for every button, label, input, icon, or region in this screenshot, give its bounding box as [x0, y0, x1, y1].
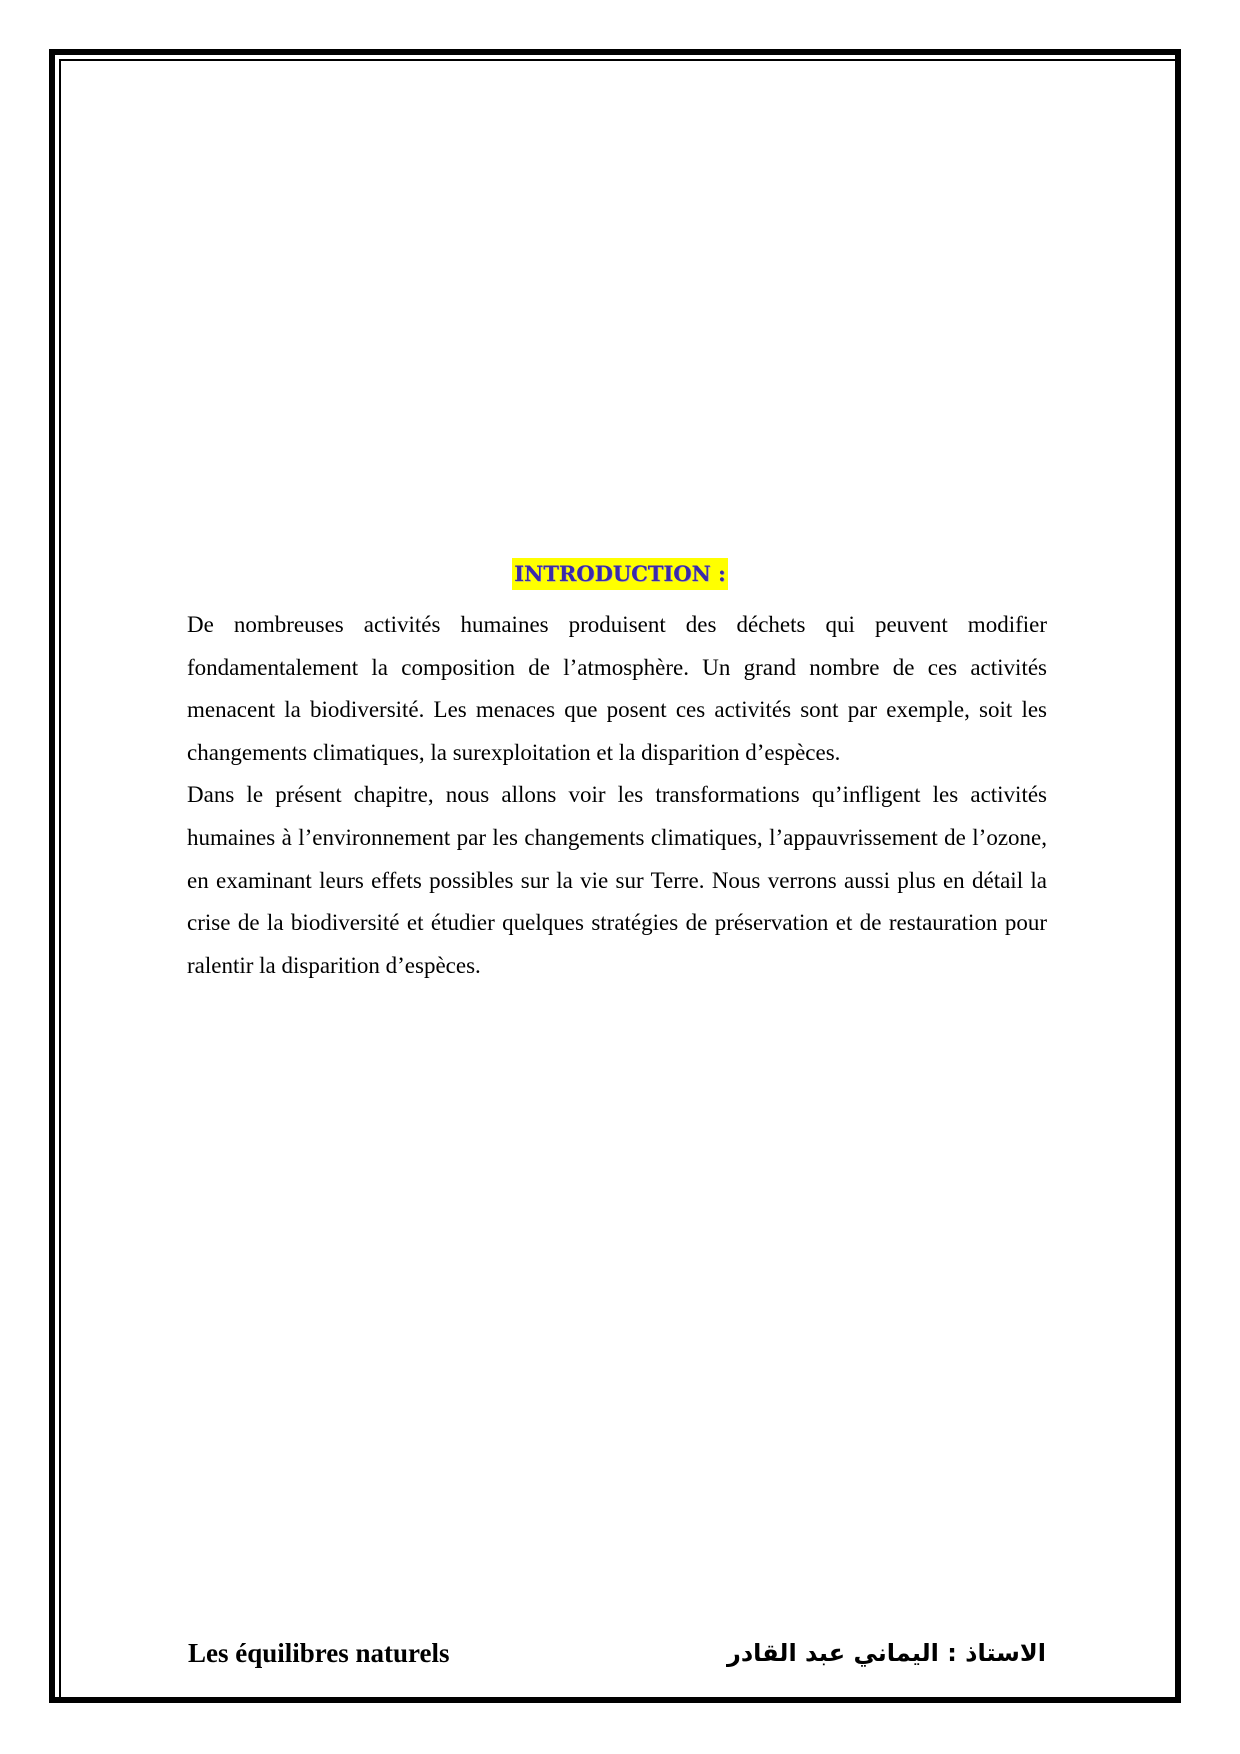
paragraph-2: Dans le présent chapitre, nous allons voir les transformations qu’infligent les activités humaines à l’environnement par les changements climatiques, l’appauvrissement de l’ozone, en examinant leurs effets possibles sur la vie sur Terre. Nous verrons aussi plus en détail la crise de la biodiversité et étudier quelques stratégies de préservation et de restauration pour ralentir la disparition d’espèces.	[187, 782, 1047, 978]
introduction-body	[187, 604, 1047, 987]
footer-title: Les équilibres naturels	[188, 1638, 450, 1668]
introduction-heading: INTRODUCTION :	[512, 558, 728, 590]
heading-container	[0, 558, 1240, 590]
paragraph-1: De nombreuses activités humaines produisent des déchets qui peuvent modifier fondamentalement la composition de l’atmosphère. Un grand nombre de ces activités menacent la biodiversité. Les menaces que posent ces activités sont par exemple, soit les changements climatiques, la surexploitation et la disparition d’espèces.	[187, 612, 1047, 765]
footer-author: الاستاذ : اليماني عبد القادر	[727, 1639, 1046, 1667]
